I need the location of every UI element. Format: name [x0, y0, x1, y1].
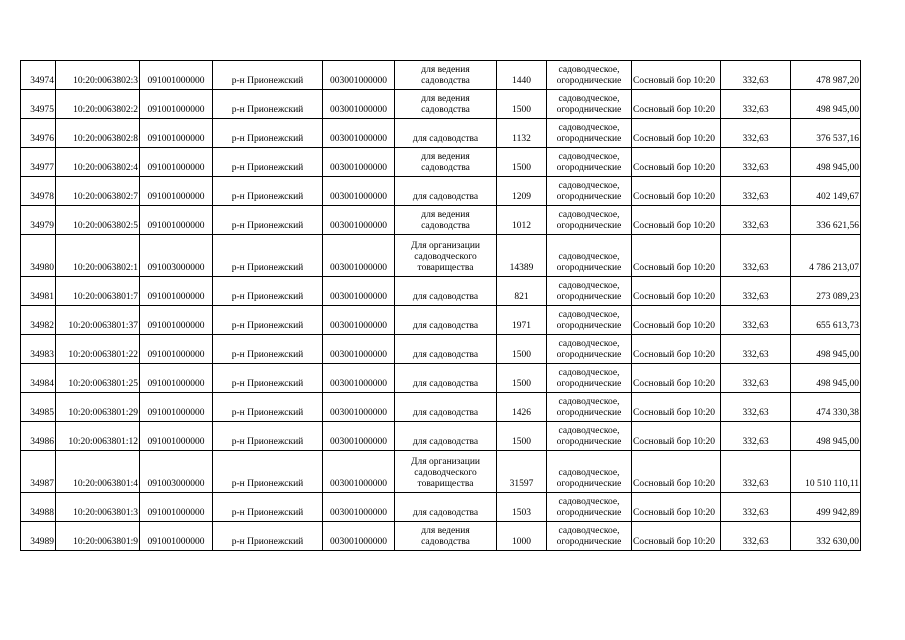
- purpose-cell-line: для ведения: [421, 65, 470, 75]
- okato-code-cell: 091001000000: [140, 522, 213, 551]
- cadastral-value-cell: 478 987,20: [791, 61, 861, 90]
- district-cell: р-н Прионежский: [213, 393, 323, 422]
- district-cell: р-н Прионежский: [213, 422, 323, 451]
- row-number-cell: 34983: [21, 335, 56, 364]
- area-cell: 1012: [497, 206, 547, 235]
- purpose-cell: [395, 206, 497, 235]
- district-cell: р-н Прионежский: [213, 119, 323, 148]
- purpose-cell-line: для садоводства: [412, 379, 479, 389]
- district-cell: р-н Прионежский: [213, 522, 323, 551]
- purpose-cell: [395, 364, 497, 393]
- district-cell: р-н Прионежский: [213, 364, 323, 393]
- land-parcels-table: [20, 60, 861, 551]
- purpose-cell: [395, 493, 497, 522]
- location-cell: Сосновый бор 10:20: [632, 364, 721, 393]
- code-cell: 003001000000: [323, 493, 395, 522]
- purpose-cell-line: садоводческого: [414, 252, 477, 262]
- location-cell: Сосновый бор 10:20: [632, 451, 721, 493]
- use-type-cell-line: огороднические: [556, 408, 622, 418]
- use-type-cell-line: садоводческое,: [558, 65, 620, 75]
- purpose-cell-line: для ведения: [421, 526, 470, 536]
- cadastral-number-cell: 10:20:0063802:3: [56, 61, 140, 90]
- district-cell: р-н Прионежский: [213, 90, 323, 119]
- table-row: [21, 522, 861, 551]
- use-type-cell-line: садоводческое,: [558, 368, 620, 378]
- purpose-cell-line: для садоводства: [412, 192, 479, 202]
- district-cell: р-н Прионежский: [213, 235, 323, 277]
- cadastral-number-cell: 10:20:0063801:12: [56, 422, 140, 451]
- okato-code-cell: 091003000000: [140, 451, 213, 493]
- cadastral-number-cell: 10:20:0063801:3: [56, 493, 140, 522]
- district-cell: р-н Прионежский: [213, 335, 323, 364]
- purpose-cell: [395, 451, 497, 493]
- okato-code-cell: 091001000000: [140, 493, 213, 522]
- area-cell: 1500: [497, 148, 547, 177]
- table-row: [21, 61, 861, 90]
- use-type-cell-line: садоводческое,: [558, 252, 620, 262]
- rate-cell: 332,63: [721, 422, 791, 451]
- district-cell: р-н Прионежский: [213, 177, 323, 206]
- area-cell: 31597: [497, 451, 547, 493]
- use-type-cell: [547, 177, 632, 206]
- row-number-cell: 34978: [21, 177, 56, 206]
- code-cell: 003001000000: [323, 422, 395, 451]
- cadastral-number-cell: 10:20:0063802:4: [56, 148, 140, 177]
- code-cell: 003001000000: [323, 522, 395, 551]
- purpose-cell-line: для садоводства: [412, 321, 479, 331]
- location-cell: Сосновый бор 10:20: [632, 177, 721, 206]
- code-cell: 003001000000: [323, 206, 395, 235]
- cadastral-number-cell: 10:20:0063801:37: [56, 306, 140, 335]
- cadastral-number-cell: 10:20:0063801:29: [56, 393, 140, 422]
- cadastral-value-cell: 376 537,16: [791, 119, 861, 148]
- use-type-cell-line: садоводческое,: [558, 152, 620, 162]
- row-number-cell: 34989: [21, 522, 56, 551]
- purpose-cell: [395, 277, 497, 306]
- rate-cell: 332,63: [721, 148, 791, 177]
- use-type-cell-line: садоводческое,: [558, 181, 620, 191]
- district-cell: р-н Прионежский: [213, 493, 323, 522]
- table-row: [21, 422, 861, 451]
- use-type-cell-line: огороднические: [556, 437, 622, 447]
- okato-code-cell: 091001000000: [140, 90, 213, 119]
- table-row: [21, 119, 861, 148]
- location-cell: Сосновый бор 10:20: [632, 422, 721, 451]
- location-cell: Сосновый бор 10:20: [632, 90, 721, 119]
- cadastral-value-cell: 402 149,67: [791, 177, 861, 206]
- cadastral-number-cell: 10:20:0063801:4: [56, 451, 140, 493]
- location-cell: Сосновый бор 10:20: [632, 493, 721, 522]
- use-type-cell: [547, 335, 632, 364]
- area-cell: 1500: [497, 422, 547, 451]
- purpose-cell-line: товарищества: [417, 479, 474, 489]
- purpose-cell: [395, 177, 497, 206]
- table-row: [21, 148, 861, 177]
- okato-code-cell: 091001000000: [140, 206, 213, 235]
- area-cell: 1503: [497, 493, 547, 522]
- okato-code-cell: 091001000000: [140, 177, 213, 206]
- table-row: [21, 206, 861, 235]
- use-type-cell-line: садоводческое,: [558, 210, 620, 220]
- district-cell: р-н Прионежский: [213, 306, 323, 335]
- area-cell: 1500: [497, 335, 547, 364]
- cadastral-value-cell: 332 630,00: [791, 522, 861, 551]
- code-cell: 003001000000: [323, 277, 395, 306]
- okato-code-cell: 091001000000: [140, 148, 213, 177]
- location-cell: Сосновый бор 10:20: [632, 61, 721, 90]
- row-number-cell: 34980: [21, 235, 56, 277]
- rate-cell: 332,63: [721, 522, 791, 551]
- use-type-cell-line: огороднические: [556, 221, 622, 231]
- use-type-cell-line: садоводческое,: [558, 497, 620, 507]
- area-cell: 1426: [497, 393, 547, 422]
- okato-code-cell: 091001000000: [140, 306, 213, 335]
- cadastral-value-cell: 273 089,23: [791, 277, 861, 306]
- use-type-cell-line: садоводческое,: [558, 94, 620, 104]
- rate-cell: 332,63: [721, 206, 791, 235]
- rate-cell: 332,63: [721, 61, 791, 90]
- rate-cell: 332,63: [721, 306, 791, 335]
- row-number-cell: 34979: [21, 206, 56, 235]
- area-cell: 14389: [497, 235, 547, 277]
- table-row: [21, 235, 861, 277]
- purpose-cell-line: для ведения: [421, 94, 470, 104]
- purpose-cell: [395, 335, 497, 364]
- purpose-cell-line: для садоводства: [412, 350, 479, 360]
- use-type-cell: [547, 422, 632, 451]
- use-type-cell: [547, 393, 632, 422]
- purpose-cell-line: для садоводства: [412, 292, 479, 302]
- use-type-cell-line: садоводческое,: [558, 426, 620, 436]
- okato-code-cell: 091001000000: [140, 364, 213, 393]
- okato-code-cell: 091001000000: [140, 277, 213, 306]
- area-cell: 1971: [497, 306, 547, 335]
- cadastral-value-cell: 498 945,00: [791, 422, 861, 451]
- district-cell: р-н Прионежский: [213, 148, 323, 177]
- okato-code-cell: 091001000000: [140, 119, 213, 148]
- purpose-cell-line: для ведения: [421, 210, 470, 220]
- use-type-cell: [547, 119, 632, 148]
- purpose-cell: [395, 90, 497, 119]
- table-row: [21, 177, 861, 206]
- table-row: [21, 335, 861, 364]
- rate-cell: 332,63: [721, 177, 791, 206]
- area-cell: 1500: [497, 90, 547, 119]
- use-type-cell-line: огороднические: [556, 76, 622, 86]
- purpose-cell-line: Для организации: [411, 241, 480, 251]
- cadastral-value-cell: 655 613,73: [791, 306, 861, 335]
- purpose-cell: [395, 61, 497, 90]
- rate-cell: 332,63: [721, 235, 791, 277]
- location-cell: Сосновый бор 10:20: [632, 148, 721, 177]
- okato-code-cell: 091001000000: [140, 335, 213, 364]
- use-type-cell-line: садоводческое,: [558, 339, 620, 349]
- cadastral-value-cell: 498 945,00: [791, 90, 861, 119]
- purpose-cell-line: товарищества: [417, 263, 474, 273]
- cadastral-number-cell: 10:20:0063801:9: [56, 522, 140, 551]
- row-number-cell: 34975: [21, 90, 56, 119]
- cadastral-number-cell: 10:20:0063802:2: [56, 90, 140, 119]
- area-cell: 1132: [497, 119, 547, 148]
- area-cell: 1500: [497, 364, 547, 393]
- location-cell: Сосновый бор 10:20: [632, 393, 721, 422]
- table-row: [21, 451, 861, 493]
- use-type-cell-line: садоводческое,: [558, 281, 620, 291]
- cadastral-value-cell: 498 945,00: [791, 148, 861, 177]
- row-number-cell: 34974: [21, 61, 56, 90]
- code-cell: 003001000000: [323, 393, 395, 422]
- row-number-cell: 34977: [21, 148, 56, 177]
- use-type-cell-line: огороднические: [556, 105, 622, 115]
- use-type-cell-line: огороднические: [556, 292, 622, 302]
- cadastral-number-cell: 10:20:0063801:22: [56, 335, 140, 364]
- use-type-cell-line: садоводческое,: [558, 123, 620, 133]
- area-cell: 1000: [497, 522, 547, 551]
- purpose-cell-line: для садоводства: [412, 508, 479, 518]
- table-row: [21, 393, 861, 422]
- purpose-cell-line: садоводства: [421, 537, 470, 547]
- purpose-cell-line: Для организации: [411, 457, 480, 467]
- table-row: [21, 364, 861, 393]
- row-number-cell: 34976: [21, 119, 56, 148]
- purpose-cell-line: садоводства: [421, 221, 470, 231]
- district-cell: р-н Прионежский: [213, 206, 323, 235]
- purpose-cell: [395, 119, 497, 148]
- area-cell: 821: [497, 277, 547, 306]
- code-cell: 003001000000: [323, 119, 395, 148]
- rate-cell: 332,63: [721, 393, 791, 422]
- purpose-cell: [395, 306, 497, 335]
- row-number-cell: 34981: [21, 277, 56, 306]
- okato-code-cell: 091001000000: [140, 393, 213, 422]
- row-number-cell: 34984: [21, 364, 56, 393]
- area-cell: 1209: [497, 177, 547, 206]
- use-type-cell-line: садоводческое,: [558, 526, 620, 536]
- code-cell: 003001000000: [323, 451, 395, 493]
- okato-code-cell: 091003000000: [140, 235, 213, 277]
- row-number-cell: 34986: [21, 422, 56, 451]
- code-cell: 003001000000: [323, 335, 395, 364]
- location-cell: Сосновый бор 10:20: [632, 306, 721, 335]
- location-cell: Сосновый бор 10:20: [632, 119, 721, 148]
- rate-cell: 332,63: [721, 90, 791, 119]
- use-type-cell: [547, 306, 632, 335]
- rate-cell: 332,63: [721, 119, 791, 148]
- rate-cell: 332,63: [721, 335, 791, 364]
- location-cell: Сосновый бор 10:20: [632, 522, 721, 551]
- purpose-cell-line: садоводства: [421, 105, 470, 115]
- rate-cell: 332,63: [721, 451, 791, 493]
- purpose-cell: [395, 422, 497, 451]
- cadastral-value-cell: 10 510 110,11: [791, 451, 861, 493]
- purpose-cell: [395, 393, 497, 422]
- purpose-cell-line: для садоводства: [412, 134, 479, 144]
- purpose-cell: [395, 235, 497, 277]
- purpose-cell-line: для садоводства: [412, 408, 479, 418]
- purpose-cell-line: садоводческого: [414, 468, 477, 478]
- cadastral-value-cell: 498 945,00: [791, 364, 861, 393]
- okato-code-cell: 091001000000: [140, 61, 213, 90]
- code-cell: 003001000000: [323, 306, 395, 335]
- use-type-cell-line: садоводческое,: [558, 397, 620, 407]
- purpose-cell: [395, 148, 497, 177]
- cadastral-value-cell: 336 621,56: [791, 206, 861, 235]
- row-number-cell: 34988: [21, 493, 56, 522]
- use-type-cell-line: огороднические: [556, 379, 622, 389]
- cadastral-number-cell: 10:20:0063802:5: [56, 206, 140, 235]
- use-type-cell: [547, 235, 632, 277]
- use-type-cell-line: огороднические: [556, 321, 622, 331]
- code-cell: 003001000000: [323, 364, 395, 393]
- use-type-cell: [547, 61, 632, 90]
- cadastral-number-cell: 10:20:0063801:7: [56, 277, 140, 306]
- use-type-cell: [547, 148, 632, 177]
- table-row: [21, 306, 861, 335]
- use-type-cell-line: огороднические: [556, 163, 622, 173]
- code-cell: 003001000000: [323, 61, 395, 90]
- use-type-cell: [547, 206, 632, 235]
- district-cell: р-н Прионежский: [213, 61, 323, 90]
- row-number-cell: 34982: [21, 306, 56, 335]
- table-row: [21, 277, 861, 306]
- table-row: [21, 493, 861, 522]
- code-cell: 003001000000: [323, 90, 395, 119]
- use-type-cell: [547, 277, 632, 306]
- use-type-cell-line: огороднические: [556, 192, 622, 202]
- cadastral-number-cell: 10:20:0063802:7: [56, 177, 140, 206]
- use-type-cell: [547, 493, 632, 522]
- location-cell: Сосновый бор 10:20: [632, 235, 721, 277]
- table-row: [21, 90, 861, 119]
- use-type-cell-line: огороднические: [556, 479, 622, 489]
- code-cell: 003001000000: [323, 148, 395, 177]
- rate-cell: 332,63: [721, 364, 791, 393]
- district-cell: р-н Прионежский: [213, 451, 323, 493]
- location-cell: Сосновый бор 10:20: [632, 335, 721, 364]
- use-type-cell: [547, 364, 632, 393]
- cadastral-number-cell: 10:20:0063801:25: [56, 364, 140, 393]
- code-cell: 003001000000: [323, 177, 395, 206]
- location-cell: Сосновый бор 10:20: [632, 277, 721, 306]
- use-type-cell: [547, 90, 632, 119]
- use-type-cell-line: садоводческое,: [558, 310, 620, 320]
- cadastral-value-cell: 474 330,38: [791, 393, 861, 422]
- purpose-cell-line: для садоводства: [412, 437, 479, 447]
- purpose-cell: [395, 522, 497, 551]
- cadastral-value-cell: 4 786 213,07: [791, 235, 861, 277]
- cadastral-value-cell: 498 945,00: [791, 335, 861, 364]
- rate-cell: 332,63: [721, 493, 791, 522]
- row-number-cell: 34985: [21, 393, 56, 422]
- cadastral-number-cell: 10:20:0063802:1: [56, 235, 140, 277]
- use-type-cell-line: огороднические: [556, 134, 622, 144]
- use-type-cell-line: огороднические: [556, 508, 622, 518]
- cadastral-number-cell: 10:20:0063802:8: [56, 119, 140, 148]
- table-body: [21, 61, 861, 551]
- purpose-cell-line: садоводства: [421, 76, 470, 86]
- use-type-cell-line: садоводческое,: [558, 468, 620, 478]
- location-cell: Сосновый бор 10:20: [632, 206, 721, 235]
- area-cell: 1440: [497, 61, 547, 90]
- use-type-cell: [547, 451, 632, 493]
- code-cell: 003001000000: [323, 235, 395, 277]
- purpose-cell-line: садоводства: [421, 163, 470, 173]
- use-type-cell-line: огороднические: [556, 350, 622, 360]
- rate-cell: 332,63: [721, 277, 791, 306]
- okato-code-cell: 091001000000: [140, 422, 213, 451]
- row-number-cell: 34987: [21, 451, 56, 493]
- district-cell: р-н Прионежский: [213, 277, 323, 306]
- purpose-cell-line: для ведения: [421, 152, 470, 162]
- use-type-cell: [547, 522, 632, 551]
- use-type-cell-line: огороднические: [556, 537, 622, 547]
- cadastral-value-cell: 499 942,89: [791, 493, 861, 522]
- use-type-cell-line: огороднические: [556, 263, 622, 273]
